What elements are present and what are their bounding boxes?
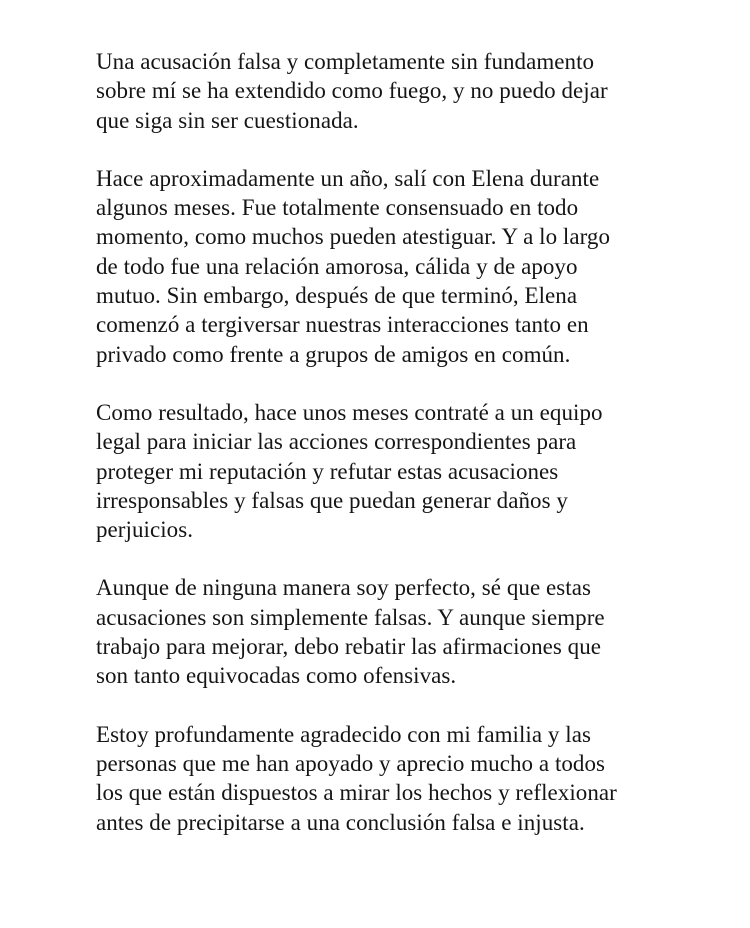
text-line: perjuicios. xyxy=(96,517,193,543)
text-line: Como resultado, hace unos meses contraté a un equipo xyxy=(96,399,603,425)
text-line: Hace aproximadamente un año, salí con Elena durante xyxy=(96,165,600,191)
paragraph-2 xyxy=(96,164,696,369)
text-line: son tanto equivocadas como ofensivas. xyxy=(96,663,457,689)
text-line: Estoy profundamente agradecido con mi familia y las xyxy=(96,721,591,747)
text-line: sobre mí se ha extendido como fuego, y no puedo dejar xyxy=(96,78,608,104)
paragraph-4 xyxy=(96,573,696,690)
text-line: privado como frente a grupos de amigos en común. xyxy=(96,341,571,367)
text-line: Una acusación falsa y completamente sin fundamento xyxy=(96,49,595,74)
text-line: acusaciones son simplemente falsas. Y aunque siempre xyxy=(96,604,605,630)
text-line: de todo fue una relación amorosa, cálida y de apoyo xyxy=(96,253,578,279)
text-line: los que están dispuestos a mirar los hechos y reflexionar xyxy=(96,780,617,806)
text-line: mutuo. Sin embargo, después de que terminó, Elena xyxy=(96,283,578,309)
text-line: antes de precipitarse a una conclusión falsa e injusta. xyxy=(96,809,585,835)
paragraph-3 xyxy=(96,398,696,544)
text-line: comenzó a tergiversar nuestras interacciones tanto en xyxy=(96,312,589,338)
text-line: trabajo para mejorar, debo rebatir las afirmaciones que xyxy=(96,634,602,660)
text-line: irresponsables y falsas que puedan generar daños y xyxy=(96,487,568,513)
text-line: momento, como muchos pueden atestiguar. Y a lo largo xyxy=(96,224,611,250)
text-line: que siga sin ser cuestionada. xyxy=(96,107,359,133)
text-line: legal para iniciar las acciones correspondientes para xyxy=(96,429,577,455)
paragraph-5 xyxy=(96,720,696,837)
text-line: personas que me han apoyado y aprecio mucho a todos xyxy=(96,750,606,776)
statement-body xyxy=(96,47,696,866)
text-line: proteger mi reputación y refutar estas acusaciones xyxy=(96,458,559,484)
text-line: algunos meses. Fue totalmente consensuado en todo xyxy=(96,195,579,221)
paragraph-1 xyxy=(96,47,696,135)
text-line: Aunque de ninguna manera soy perfecto, sé que estas xyxy=(96,575,591,601)
